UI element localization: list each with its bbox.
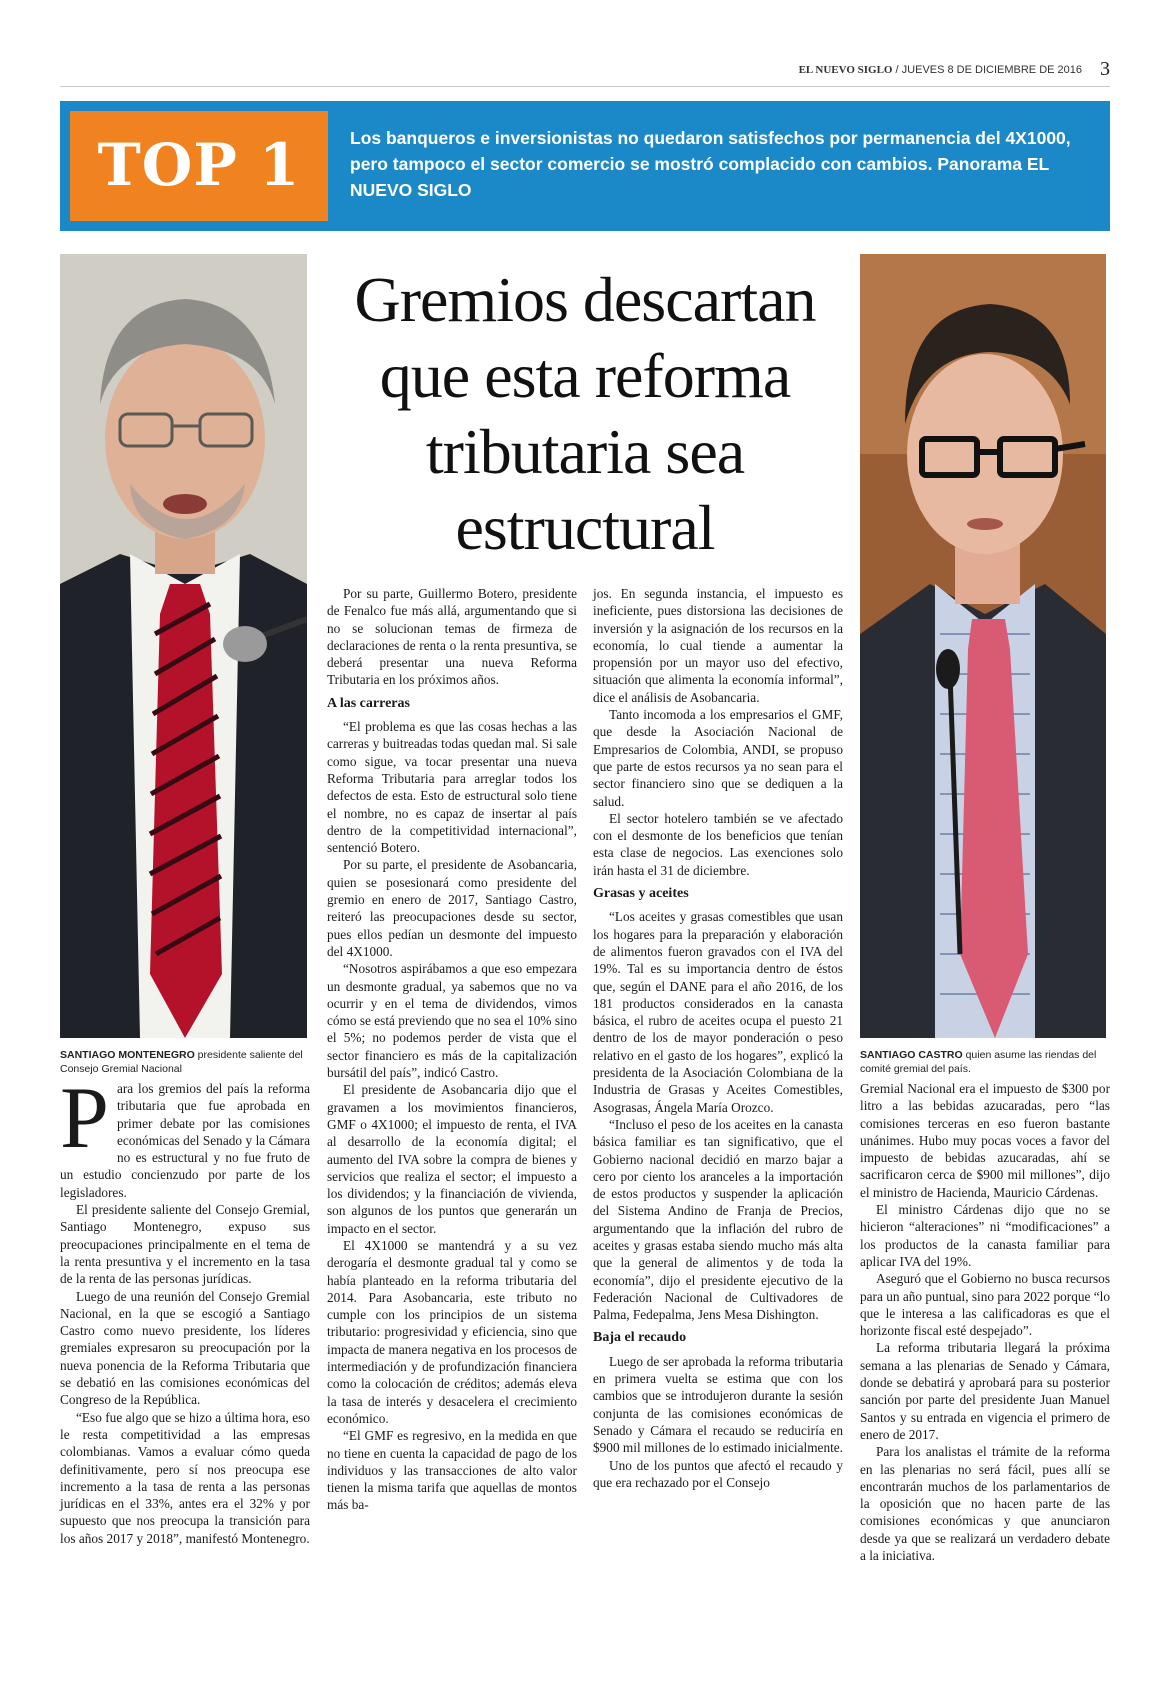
paragraph: “Incluso el peso de los aceites en la canasta básica familiar es tan significativo, que el Gobierno nacional decidió en marzo bajar a cero por ciento los aranceles a la importación de estos productos y suspender la aplicación del Sistema Andino de Franja de Precios, argumentando que la inflación del rubro de aceites y grasas estaba siendo mucho más alta que la general de alimentos y de toda la economía”, dijo el presidente ejecutivo de la Federación Nacional de Cultivadores de Palma, Fedepalma, Jens Mesa Dishington. bbox=[593, 1116, 843, 1323]
portrait-illustration bbox=[860, 254, 1106, 1038]
paragraph: Para los gremios del país la reforma tributaria que fue aprobada en primer debate por las comisiones económicas del Senado y la Cámara no es estructural y no fue fruto de un estudio concienzudo por parte de los legisladores. bbox=[60, 1070, 310, 1200]
article-column-2 bbox=[327, 585, 577, 1514]
paragraph: “Eso fue algo que se hizo a última hora, eso le resta competitividad a las empresas colombianas. Vamos a evaluar cómo queda definitivamente, pero sí nos preocupa ese incremento a la tasa de renta a las personas jurídicas en el 33%, antes era el 32% y por supuesto que nos preocupa la transición para los años 2017 y 2018”, manifestó Montenegro. bbox=[60, 1409, 310, 1546]
caption-right bbox=[860, 1048, 1110, 1076]
paragraph: Para los analistas el trámite de la reforma en las plenarias no será fácil, pues allí se encontrarán muchos de los parlamentarios de la oposición que no hacen parte de las comisiones económicas y que anunciaron desde ya que se realizará un verdadero debate a la iniciativa. bbox=[860, 1444, 1110, 1564]
paragraph: Aseguró que el Gobierno no busca recursos para un año puntual, sino para 2022 porque “lo que le interesa a las calificadoras es que el horizonte fiscal esté despejado”. bbox=[860, 1271, 1110, 1339]
paragraph: “Los aceites y grasas comestibles que usan los hogares para la preparación y elaboración de alimentos fueron gravados con el IVA del 19%. Tal es su importancia dentro de éstos que, según el DANE para el año 2016, de los 181 productos considerados en la canasta básica, el rubro de aceites ocupa el puesto 21 dentro de los de mayor ponderación o peso relativo en el gasto de los hogares”, explicó la presidenta de la Asociación Colombiana de la Industria de Grasas y Aceites Comestibles, Asograsas, Ángela María Orozco. bbox=[593, 909, 843, 1115]
paragraph: Luego de una reunión del Consejo Gremial Nacional, en la que se escogió a Santiago Castro como nuevo presidente, los líderes gremiales expresaron su preocupación por la nueva ponencia de la Reforma Tributaria que se debatió en las comisiones económicas del Congreso de la República. bbox=[60, 1288, 310, 1408]
paragraph: Uno de los puntos que afectó el recaudo y que era rechazado por el Consejo bbox=[593, 1457, 843, 1490]
headline: Gremios descartan que esta reforma tributaria sea estructural bbox=[354, 264, 816, 563]
masthead bbox=[799, 64, 1082, 76]
top-banner bbox=[60, 101, 1110, 231]
top-label-box bbox=[70, 111, 328, 221]
article-column-1 bbox=[60, 1070, 310, 1547]
paragraph: Gremial Nacional era el impuesto de $300 por litro a las bebidas azucaradas, pero “las comisiones terceras en eso fueron bastante unánimes. Hubo muy pocas voces a favor del impuesto de bebidas azucaradas, ahí se sacrificaron cerca de $900 mil millones”, dijo el ministro de Hacienda, Mauricio Cárdenas. bbox=[860, 1081, 1110, 1200]
caption-right-text: quien asume las riendas del comité gremial del país. bbox=[860, 1049, 1097, 1075]
paragraph: Por su parte, el presidente de Asobancaria, quien se posesionará como presidente del gremio en enero de 2017, Santiago Castro, reiteró las preocupaciones desde su sector, pues ellos pedían un desmonte del impuesto del 4X1000. bbox=[327, 857, 577, 959]
newspaper-name: EL NUEVO SIGLO bbox=[798, 64, 893, 76]
paragraph: jos. En segunda instancia, el impuesto es ineficiente, pues distorsiona las decisiones de inversión y la asignación de los recursos en la economía, lo cual tiende a aumentar la propensión por un mayor uso del efectivo, situación que alimenta la economía informal”, dice el análisis de Asobancaria. bbox=[593, 586, 843, 705]
paragraph: El sector hotelero también se ve afectado con el desmonte de los beneficios que tenían esta clase de negocios. Las exenciones solo irán hasta el 31 de diciembre. bbox=[593, 810, 843, 878]
subheading: Grasas y aceites bbox=[593, 886, 689, 902]
photo-santiago-montenegro bbox=[60, 254, 307, 1038]
paragraph: El presidente saliente del Consejo Gremial, Santiago Montenegro, expuso sus preocupaciones principalmente en el tema de la renta presuntiva y el incremento en la tasa de la renta de las personas jurídicas. bbox=[60, 1202, 310, 1287]
paragraph: Luego de ser aprobada la reforma tributaria en primera vuelta se estima que con los cambios que se introdujeron durante la sesión conjunta de las comisiones económicas de Senado y Cámara el recaudo se reduciría en $900 mil millones de lo estimado inicialmente. bbox=[593, 1353, 844, 1456]
caption-right-name: SANTIAGO CASTRO bbox=[860, 1049, 963, 1061]
paragraph: Por su parte, Guillermo Botero, presidente de Fenalco fue más allá, argumentando que si no se solucionan temas de firmeza de declaraciones de renta o la renta presuntiva, se deberá presentar una nueva Reforma Tributaria en los próximos años. bbox=[327, 586, 577, 688]
paragraph: El presidente de Asobancaria dijo que el gravamen a los movimientos financieros, GMF o 4X1000; el impuesto de renta, el IVA al desarrollo de la economía digital; el aumento del IVA sobre la compra de bienes y servicios que realiza el sector; el impuesto a los dividendos; y la financiación de vivienda, son algunos de los puntos que generarán un impacto en el sector. bbox=[327, 1082, 577, 1236]
page-number: 3 bbox=[1100, 58, 1110, 80]
top-label: TOP 1 bbox=[97, 131, 301, 199]
subheading: A las carreras bbox=[327, 695, 410, 711]
caption-left-text: presidente saliente del Consejo Gremial Nacional bbox=[60, 1049, 303, 1075]
paragraph: La reforma tributaria llegará la próxima semana a las plenarias de Senado y Cámara, donde se debatirá y aprobará para su posterior sanción por parte del presidente Juan Manuel Santos y su entrada en vigencia el primero de enero de 2017. bbox=[860, 1340, 1110, 1442]
paragraph: “El GMF es regresivo, en la medida en que no tiene en cuenta la capacidad de pago de los individuos y las transacciones de alto valor tienen la misma tarifa que aquellas de montos más ba- bbox=[327, 1428, 577, 1513]
article-column-4 bbox=[860, 1080, 1110, 1564]
banner-text: Los banqueros e inversionistas no quedaron satisfechos por permanencia del 4X1000, pero tampoco el sector comercio se mostró complacido con cambios. Panorama EL NUEVO SIGLO bbox=[350, 128, 1071, 200]
portrait-illustration bbox=[60, 254, 307, 1038]
subheading: Baja el recaudo bbox=[593, 1330, 687, 1346]
paragraph: “El problema es que las cosas hechas a las carreras y buitreadas todas quedan mal. Si sale como sigue, va tocar presentar una nueva Reforma Tributaria para arreglar todos los defectos de esta. Esto de estructural solo tiene el nombre, no es capaz de insertar al país dentro de la competitividad internacional”, sentenció Botero. bbox=[327, 719, 577, 856]
issue-date: / JUEVES 8 DE DICIEMBRE DE 2016 bbox=[895, 64, 1082, 76]
article-column-3 bbox=[593, 585, 843, 1491]
caption-left-name: SANTIAGO MONTENEGRO bbox=[60, 1049, 195, 1061]
photo-santiago-castro bbox=[860, 254, 1106, 1038]
paragraph: El 4X1000 se mantendrá y a su vez derogaría el desmonte gradual tal y como se había planteado en la reforma tributaria del 2014. Para Asobancaria, este tributo no cumple con los principios de un sistema tributario: progresividad y eficiencia, sino que impacta de manera negativa en los procesos de intermediación y de profundización financiera como la colocación de créditos; además eleva la tasa de interés y desacelera el crecimiento económico. bbox=[327, 1237, 577, 1426]
paragraph: Tanto incomoda a los empresarios el GMF, que desde la Asociación Nacional de Empresarios de Colombia, ANDI, se propuso que parte de estos recursos ya no sean para el sector financiero sino que se dediquen a la salud. bbox=[593, 707, 843, 809]
page-header bbox=[60, 56, 1110, 87]
paragraph: “Nosotros aspirábamos a que eso empezara un desmonte gradual, ya sabemos que no va ocurrir y en el tema de dividendos, vimos cómo se está previendo que no sea el 10% sino el 5%; no podemos perder de vista que el sector financiero es más de la capitalización bursátil del país”, indicó Castro. bbox=[327, 961, 577, 1081]
paragraph: El ministro Cárdenas dijo que no se hicieron “alteraciones” ni “modificaciones” a los productos de la canasta familiar para aplicar IVA del 19%. bbox=[860, 1202, 1110, 1269]
